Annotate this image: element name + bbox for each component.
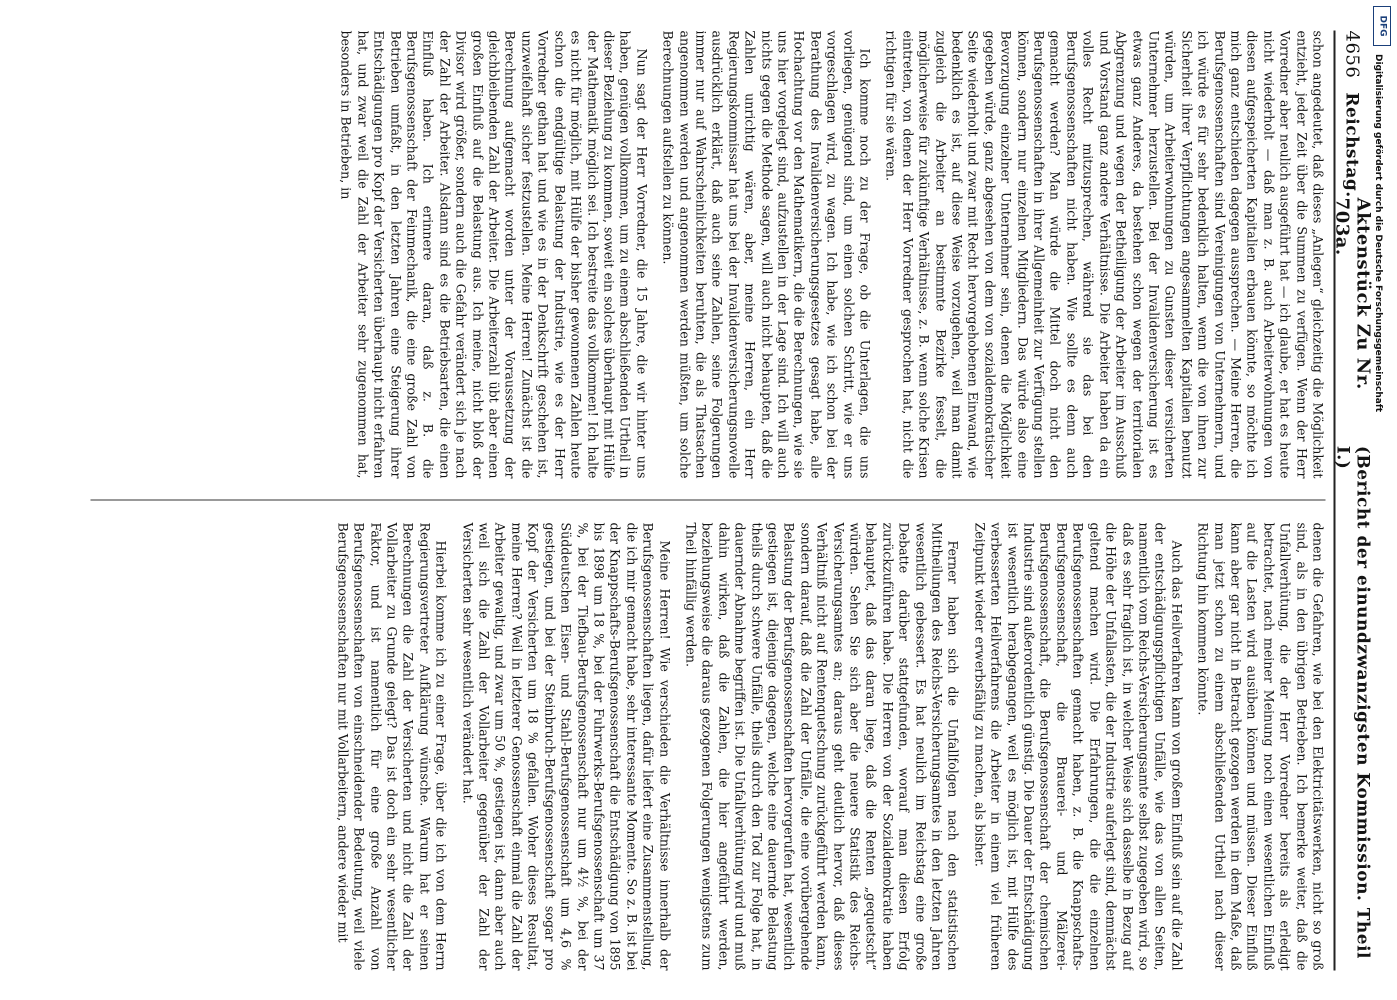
header-right-title: (Bericht der einundzwanzigsten Kommission. Theil I.) — [1332, 445, 1372, 959]
page-number: 4656 — [1341, 30, 1363, 78]
rotated-page-content — [82, 30, 1373, 970]
paragraph: Meine Herren! Wie verschieden die Verhältnisse innerhalb der Berufsgenossenschaften liegen, dafür liefert eine Zusammenstellung, die ich mir gemacht habe, sehr interessante Momente. So z. B. ist bei der Knappschafts-Berufsgenossenschaft die Entschädigung von 1895 bis 1898 um 18 %, bei der Fuhrwerks-Berufsgenossenschaft um 37 %, bei der Tiefbau-Berufsgenossenschaft nur um 4½ %, bei der Süddeutschen Eisen- und Stahl-Berufsgenossenschaft um 4,6 % gestiegen, und bei der Steinbruch-Berufsgenossenschaft sogar pro Kopf der Versicherten um 18 % gefallen. Woher dieses Resultat, meine Herren? Weil in letzterer Genossenschaft einmal die Zahl der Arbeiter gewaltig, und zwar um 50 %, gestiegen ist, dann aber auch weil sich die Zahl der Vollarbeiter gegenüber der Zahl der Versicherten sehr wesentlich verändert hat. — [459, 522, 672, 970]
column-right — [90, 522, 1325, 970]
paragraph: Ferner haben sich die Unfallfolgen nach den statistischen Mittheilungen des Reichs-Versicherungsamtes in den letzten Jahren wesentlich gebessert. Es hat neulich im Reichstag eine große Debatte darüber stattgefunden, worauf man diesen Erfolg zurückzuführen habe. Die Herren von der Sozialdemokratie haben behauptet, daß das daran liege, daß die Renten „gequetscht“ würden. Sehen Sie sich aber die neuere Statistik des Reichs-Versicherungsamtes an; daraus geht deutlich hervor, daß dieses Verhältniß nicht auf Rentenquetschung zurückgeführt werden kann, sondern darauf, daß die Zahl der Unfälle, die eine vorübergehende Belastung der Berufsgenossenschaften hervorgerufen hat, wesentlich gestiegen ist, diejenige dagegen, welche eine dauernde Belastung theils durch schwere Unfälle, theils durch den Tod zur Folge hat, in dauernder Abnahme begriffen ist. Die Unfallverhütung wird und muß dahin wirken, daß die Zahlen, die hier angeführt werden, beziehungsweise die daraus gezogenen Folgerungen wenigstens zum Theil hinfällig werden. — [682, 522, 961, 970]
digitization-note-text: Digitalisierung gefördert durch die Deutsche Forschungsgemeinschaft — [1373, 54, 1383, 413]
scanned-page — [82, 30, 1373, 970]
column-left — [90, 30, 1325, 478]
paragraph: Nun sagt der Herr Vorredner, die 15 Jahre, die wir hinter uns haben, genügen vollkommen, um zu einem abschließenden Urtheil in dieser Beziehung zu kommen, soweit ein solches überhaupt mit Hülfe der Mathematik möglich sei. Ich bestreite das vollkommen! Ich halte es nicht für möglich, mit Hülfe der bisher gewonnenen Zahlen heute schon die endgültige Belastung der Industrie, wie es der Herr Vorredner gethan hat und wie es in der Denkschrift geschehen ist, unzweifelhaft sicher festzustellen. Meine Herren! Zunächst ist die Berechnung aufgemacht worden unter der Voraussetzung der gleichbleibenden Zahl der Arbeiter. Die Arbeiterzahl übt aber einen großen Einfluß auf die Belastung aus. Ich meine, nicht bloß der Divisor wird größer, sondern auch die Gefahr verändert sich je nach der Zahl der Arbeiter. Alsdann sind es die Betriebsarten, die einen Einfluß haben. Ich erinnere daran, daß z. B. die Berufsgenossenschaft der Feinmechanik, die eine große Zahl von Betrieben umfaßt, in den letzten Jahren eine Steigerung ihrer Entschädigungen pro Kopf der Versicherten überhaupt nicht erfahren hat, und zwar weil die Zahl der Arbeiter sehr zugenommen hat, besonders in Betrieben, in — [338, 30, 649, 478]
paragraph: Ich komme noch zu der Frage, ob die Unterlagen, die uns vorliegen, genügend sind, um einen solchen Schritt, wie er uns vorgeschlagen wird, zu wagen. Ich habe, wie ich schon bei der Berathung des Invalidenversicherungsgesetzes gesagt habe, alle Hochachtung vor den Mathematikern, die die Berechnungen, wie sie uns hier vorgelegt sind, aufzustellen in der Lage sind. Ich will auch nichts gegen die Methode sagen, will auch nicht behaupten, daß die Zahlen unrichtig wären, aber, meine Herren, ein Herr Regierungskommissar hat uns bei der Invalidenversicherungsnovelle ausdrücklich erklärt, daß auch seine Zahlen, seine Folgerungen immer nur auf Wahrscheinlichkeiten beruhten, die als Thatsachen angenommen werden und angenommen werden müßten, um solche Berechnungen aufstellen zu können. — [660, 30, 873, 478]
page-header — [1331, 30, 1373, 970]
dfg-logo — [1373, 6, 1391, 46]
column-divider — [90, 499, 1325, 500]
paragraph: denen die Gefahren, wie bei den Elektricitätswerken, nicht so groß sind, als in den übrigen Betrieben. Ich bemerke weiter, daß die Unfallverhütung, die der Herr Vorredner bereits als erledigt betrachtet, nach meiner Meinung noch einen wesentlichen Einfluß auf die Lasten wird ausüben können und müssen. Dieser Einfluß kann aber gar nicht in Betracht gezogen werden in dem Maße, daß man jetzt schon zu einem abschließenden Urtheil nach dieser Richtung hin kommen könnte. — [1195, 522, 1325, 970]
header-left-title: Reichstag. — [1341, 91, 1362, 198]
dfg-logo-text: DFG — [1377, 15, 1388, 37]
digitization-note — [1373, 10, 1393, 530]
paragraph: schon angedeutet, daß dieses „Anlegen“ gleichzeitig die Möglichkeit entzieht, jeder Zeit über die Summen zu verfügen. Wenn der Herr Vorredner aber neulich ausgeführt hat — ich glaube, er hat es heute nicht wiederholt — daß man z. B. auch Arbeiterwohnungen von diesen aufgespeicherten Kapitalien erbauen könnte, so möchte ich mich ganz entschieden dagegen aussprechen. — Meine Herren, die Berufsgenossenschaften sind Vereinigungen von Unternehmern, und ich würde es für sehr bedenklich halten, wenn die von ihnen zur Sicherheit ihrer Verpflichtungen angesammelten Kapitalien benutzt würden, um Arbeiterwohnungen zu Gunsten dieser versicherten Unternehmer herzustellen. Bei der Invalidenversicherung ist es etwas ganz Anderes, da bestehen schon wegen der territorialen Abgrenzung und wegen der Betheiligung der Arbeiter im Ausschuß und Vorstand ganz andere Verhältnisse. Die Arbeiter haben da ein volles Recht mitzusprechen, während sie das bei den Berufsgenossenschaften nicht haben. Wie sollte es denn auch gemacht werden? Man würde die Mittel doch nicht den Berufsgenossenschaften in ihrer Allgemeinheit zur Verfügung stellen können, sondern nur einzelnen Mitgliedern. Das würde also eine Bevorzugung einzelner Unternehmer sein, denen die Möglichkeit gegeben würde, ganz abgesehen von dem von sozialdemokratischer Seite wiederholt und zwar mit Recht hervorgehobenen Einwand, wie bedenklich es ist, auf diese Weise vorzugehen, weil man damit zugleich die Arbeiter an bestimmte Bezirke fesselt, die möglicherweise für zukünftige Verhältnisse, z. B. wenn solche Krisen eintreten, von denen der Herr Vorredner gesprochen hat, nicht die richtigen für sie wären. — [883, 30, 1325, 478]
text-columns — [90, 30, 1325, 970]
header-left — [1342, 30, 1363, 197]
paragraph: Hierbei komme ich zu einer Frage, über die ich von dem Herrn Regierungsvertreter Aufklärung wünsche. Warum hat er seinen Berechnungen die Zahl der Versicherten und nicht die Zahl der Vollarbeiter zu Grunde gelegt? Das ist doch ein sehr wesentlicher Faktor, und ist namentlich für eine große Anzahl von Berufsgenossenschaften von einschneidender Bedeutung, weil viele Berufsgenossenschaften nur mit Vollarbeitern, andere wieder mit — [334, 522, 449, 970]
header-center-title: Aktenstück Zu Nr. 703a. — [1331, 197, 1373, 390]
paragraph: Auch das Heilverfahren kann von großem Einfluß sein auf die Zahl der entschädigungspflichtigen Unfälle, wie das von allen Seiten, namentlich vom Reichs-Versicherungsamte selbst zugegeben wird, so daß es sehr fraglich ist, in welcher Weise sich dasselbe in Bezug auf die Höhe der Unfallasten, die der Industrie auferlegt sind, demnächst geltend machen wird. Die Erfahrungen, die die einzelnen Berufsgenossenschaften gemacht haben, z. B. die Knappschafts-Berufsgenossenschaft, die Brauerei- und Mälzerei-Berufsgenossenschaft, die Berufsgenossenschaft der chemischen Industrie sind außerordentlich günstig. Die Dauer der Entschädigung ist wesentlich herabgegangen, weil es möglich ist, mit Hülfe des verbesserten Heilverfahrens die Arbeiter in einem viel früheren Zeitpunkt wieder erwerbsfähig zu machen, als bisher. — [971, 522, 1184, 970]
